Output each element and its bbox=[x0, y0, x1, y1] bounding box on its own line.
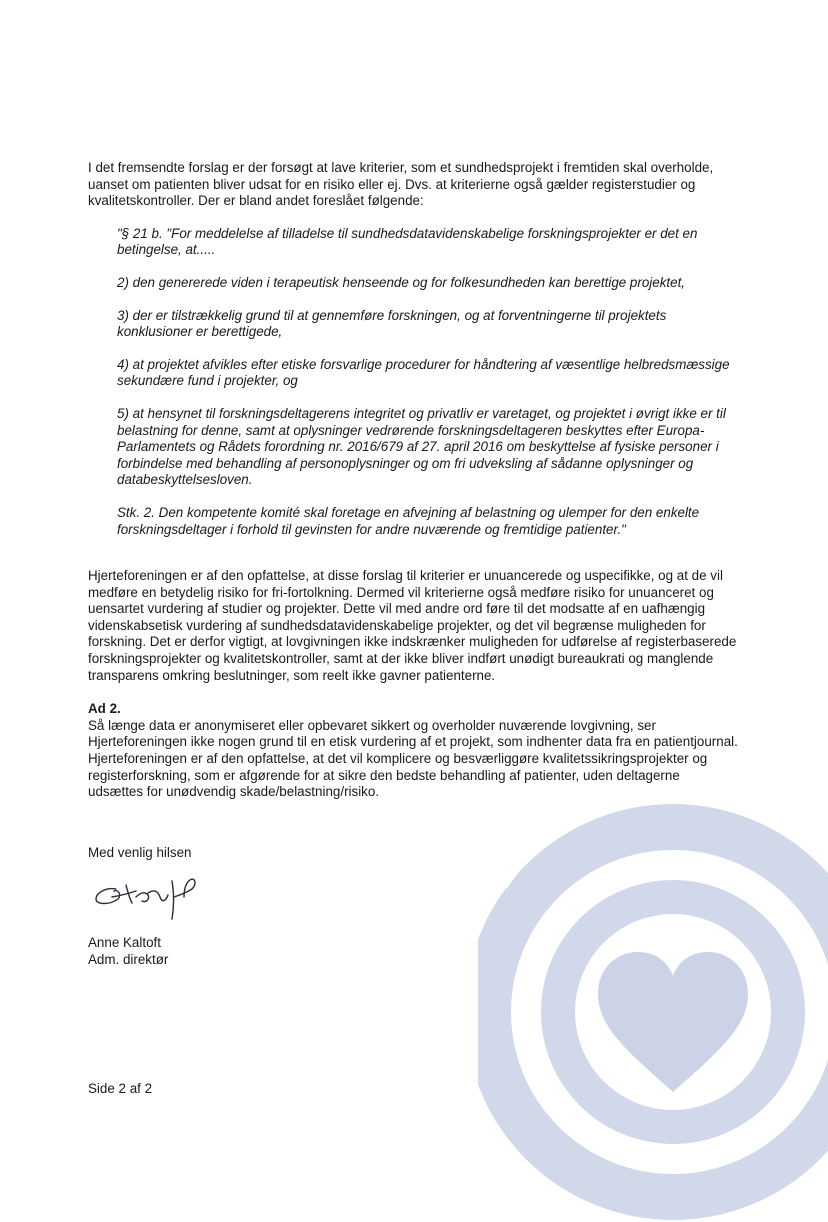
page-number: Side 2 af 2 bbox=[88, 1081, 153, 1096]
quote-paragraph: 4) at projektet afvikles efter etiske forsvarlige procedurer for håndtering af væsentlige helbredsmæssige sekundære fund i projekter, og bbox=[117, 356, 730, 389]
handwritten-signature-icon bbox=[88, 867, 208, 923]
intro-paragraph: I det fremsendte forslag er der forsøgt at lave kriterier, som et sundhedsprojekt i fremtiden skal overholde, uanset om patienten bliver udsat for en risiko eller ej. Dvs. at kriterierne også gælder registerstudier og kvalitetskontroller. Der er bland andet foreslået følgende: bbox=[88, 160, 714, 209]
quote-paragraph: 2) den genererede viden i terapeutisk henseende og for folkesundheden kan berettige projektet, bbox=[117, 274, 686, 290]
quoted-proposal bbox=[88, 226, 738, 538]
signer-name: Anne Kaltoft bbox=[88, 935, 161, 951]
ad2-paragraph: Så længe data er anonymiseret eller opbevaret sikkert og overholder nuværende lovgivning, ser Hjerteforeningen ikke nogen grund til en etisk vurdering af et projekt, som indhenter data fra en patientjournal. Hjerteforeningen er af den opfattelse, at det vil komplicere og besværliggøre kvalitetssikringsprojekter og registerforskning, som er afgørende for at sikre den bedste behandling af patienter, uden deltagerne udsættes for unødvendig skade/belastning/risiko. bbox=[88, 717, 738, 800]
signer-title: Adm. direktør bbox=[88, 952, 169, 967]
opinion-paragraph: Hjerteforeningen er af den opfattelse, at disse forslag til kriterier er unuancerede og uspecifikke, og at de vil medføre en betydelig risiko for fri-fortolkning. Dermed vil kriterierne også medføre risiko for unuanceret og uensartet vurdering af studier og projekter. Dette vil med andre ord føre til det modsatte af en uafhængig videnskabsetisk vurdering af sundhedsdatavidenskabelige projekter, og det vil begrænse muligheden for forskning. Det er derfor vigtigt, at lovgivningen ikke indskrænker muligheden for udførelse af registerbaserede forskningsprojekter og kvalitetskontroller, samt at der ikke bliver indført unødigt bureaukrati og manglende transparens omkring beslutninger, som reelt ikke gavner patienterne. bbox=[88, 568, 737, 683]
section-heading-ad2: Ad 2. bbox=[88, 701, 121, 717]
quote-paragraph: 5) at hensynet til forskningsdeltagerens integritet og privatliv er varetaget, og projektet i øvrigt ikke er til belastning for denne, samt at oplysninger vedrørende forskningsdeltageren beskyttes efter Europa-Parlamentets og Rådets forordning nr. 2016/679 af 27. april 2016 om beskyttelse af fysiske personer i forbindelse med behandling af personoplysninger og om fri udveksling af sådanne oplysninger og databeskyttelsesloven. bbox=[117, 405, 726, 488]
letter-body bbox=[88, 160, 738, 969]
quote-paragraph: 3) der er tilstrækkelig grund til at gennemføre forskningen, og at forventningerne til projektets konklusioner er berettigede, bbox=[117, 307, 667, 340]
quote-paragraph: Stk. 2. Den kompetente komité skal foretage en afvejning af belastning og ulemper for den enkelte forskningsdeltager i forhold til gevinsten for andre nuværende og fremtidige patienter." bbox=[117, 504, 700, 537]
closing-greeting: Med venlig hilsen bbox=[88, 844, 192, 860]
quote-paragraph: "§ 21 b. "For meddelelse af tilladelse til sundhedsdatavidenskabelige forskningsprojekter er det en betingelse, at..... bbox=[117, 225, 698, 258]
